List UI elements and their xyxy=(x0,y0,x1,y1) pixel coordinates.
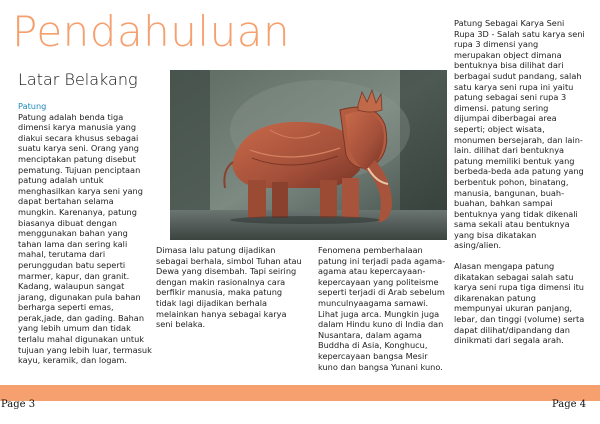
column-1 xyxy=(18,101,152,376)
column-4-paragraph-1: Patung Sebagai Karya Seni Rupa 3D - Salah satu karya seni rupa 3 dimensi yang merupakan object dimana bentuknya bisa dilihat dari berbagai sudut pandang, salah satu karya seni rupa ini yaitu patung sebagai seni rupa 3 dimensi. patung sering dijumpai diberbagai area seperti; object wisata, monumen bersejarah, dan lain-lain. dilihat dari bentuknya patung memiliki bentuk yang berbeda-beda ada patung yang berbentuk pohon, binatang, manusia, bangunan, buah-buahan, bahkan sampai bentuknya yang tidak dikenali sama sekali atau bentuknya yang bisa dikatakan asing/alien. xyxy=(454,18,585,251)
footer-bar xyxy=(0,385,600,401)
page-number-left: Page 3 xyxy=(1,399,36,410)
column-4-paragraph-2: Alasan mengapa patung dikatakan sebagai salah satu karya seni rupa tiga dimensi itu dikarenakan patung mempunyai ukuran panjang, lebar, dan tinggi (volume) serta dapat dilihat/dipandang dan dinikmati dari segala arah. xyxy=(454,261,585,346)
column-2-body: Dimasa lalu patung dijadikan sebagai berhala, simbol Tuhan atau Dewa yang disembah. Tapi seiring dengan makin rasionalnya cara berfikir manusia, maka patung tidak lagi dijadikan berhala melainkan hanya sebagai karya seni belaka. xyxy=(156,245,302,330)
column-3-body: Fenomena pemberhalaan patung ini terjadi pada agama-agama atau kepercayaan-kepercayaan yang politeisme seperti terjadi di Arab sebelum munculnyaagama samawi. Lihat juga arca. Mungkin juga dalam Hindu kuno di India dan Nusantara, dalam agama Buddha di Asia, Konghucu, kepercayaan bangsa Mesir kuno dan bangsa Yunani kuno. xyxy=(318,245,446,372)
column-1-heading: Patung xyxy=(18,101,47,111)
elephant-statue-photo xyxy=(170,70,447,240)
column-1-body: Patung adalah benda tiga dimensi karya manusia yang diakui secara khusus sebagai suatu karya seni. Orang yang menciptakan patung disebut pematung. Tujuan penciptaan patung adalah untuk menghasilkan karya seni yang dapat bertahan selama mungkin. Karenanya, patung biasanya dibuat dengan menggunakan bahan yang tahan lama dan sering kali mahal, terutama dari perunggudan batu seperti marmer, kapur, dan granit. Kadang, walaupun sangat jarang, digunakan pula bahan berharga seperti emas, perak,jade, dan gading. Bahan yang lebih umum dan tidak terlalu mahal digunakan untuk tujuan yang lebih luar, termasuk kayu, keramik, dan logam. xyxy=(18,111,152,366)
column-3 xyxy=(318,245,450,382)
page-number-right: Page 4 xyxy=(552,399,587,410)
column-2 xyxy=(156,245,304,340)
page-title: Pendahuluan xyxy=(12,7,291,56)
section-subtitle: Latar Belakang xyxy=(18,70,138,89)
column-4 xyxy=(454,18,586,356)
elephant-statue-icon xyxy=(170,70,447,240)
